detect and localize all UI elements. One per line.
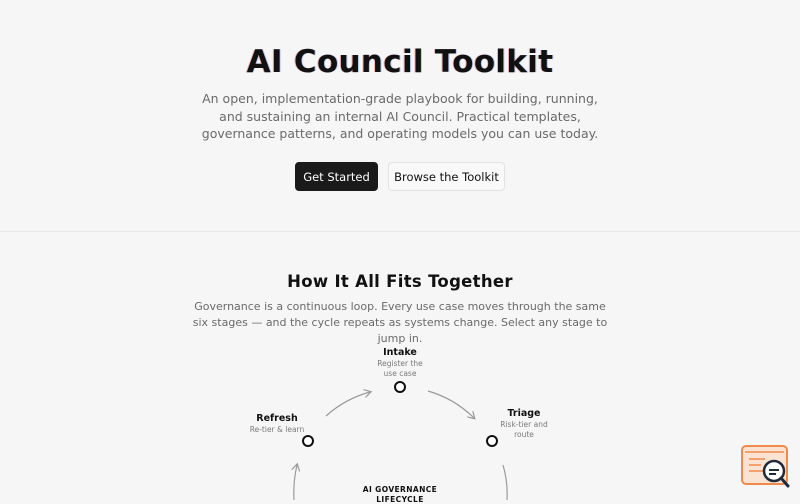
stage-intake-name: Intake: [383, 347, 417, 358]
stage-intake[interactable]: [360, 347, 440, 378]
stage-refresh[interactable]: [238, 413, 316, 435]
stage-refresh-name: Refresh: [256, 413, 298, 424]
arrow-into-refresh: [294, 465, 297, 500]
stage-triage-desc: Risk-tier and route: [500, 420, 548, 439]
arc-from-triage: [503, 465, 507, 500]
stage-refresh-desc: Re-tier & learn: [249, 425, 305, 434]
stage-refresh-node[interactable]: [302, 435, 314, 447]
get-started-button[interactable]: Get Started: [295, 162, 378, 191]
chat-search-icon[interactable]: [741, 445, 791, 489]
stage-intake-node[interactable]: [394, 381, 406, 393]
hero-section: [0, 0, 800, 232]
section-title: How It All Fits Together: [287, 272, 513, 291]
arrow-intake-to-triage: [428, 391, 474, 418]
lifecycle-center-label: AI GOVERNANCE LIFECYCLE: [362, 485, 438, 504]
section-subtitle: Governance is a continuous loop. Every use case moves through the same six stages — and the cycle repeats as systems change. Select any stage to jump in.: [192, 300, 608, 345]
browse-toolkit-button[interactable]: Browse the Toolkit: [388, 162, 505, 191]
stage-triage[interactable]: [490, 408, 558, 439]
section-divider: [0, 231, 800, 232]
page-title: AI Council Toolkit: [246, 44, 554, 80]
hero-subtitle: An open, implementation-grade playbook for building, running, and sustaining an internal AI Council. Practical templates, governance patterns, and operating models you can use today.: [201, 91, 599, 141]
stage-intake-desc: Register the use case: [377, 359, 423, 378]
stage-triage-name: Triage: [507, 408, 541, 419]
stage-triage-node[interactable]: [486, 435, 498, 447]
arrow-refresh-to-intake: [326, 392, 370, 416]
